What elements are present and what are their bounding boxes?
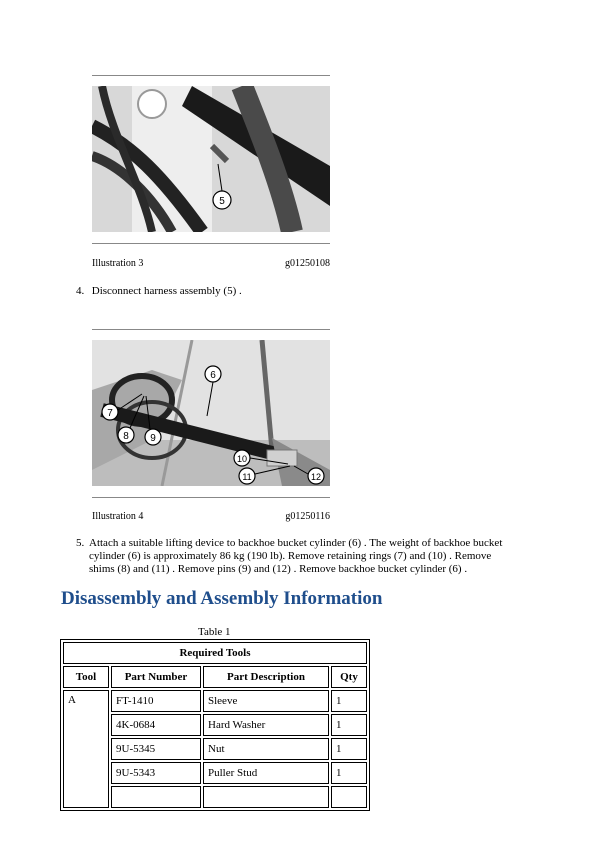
qty-cell: 1 (331, 738, 367, 760)
callout-7-label: 7 (107, 408, 113, 419)
callout-8-label: 8 (123, 431, 129, 442)
qty-cell: 1 (331, 690, 367, 712)
step-4-number: 4. (76, 285, 85, 297)
callout-11-label: 11 (242, 472, 252, 482)
tool-cell: A (63, 690, 109, 808)
illustration-4-label: Illustration 4 (92, 511, 144, 522)
header-part-description: Part Description (203, 666, 329, 688)
table-row (63, 690, 367, 712)
step-5-text: Attach a suitable lifting device to backhoe bucket cylinder (6) . The weight of backhoe bucket cylinder (6) is approximately 86 kg (190 lb). Remove retaining rings (7) and (10) . Remove shims (8) and (11) . Remove pins (9) and (12) . Remove backhoe bucket cylinder (6) . (89, 537, 503, 575)
illustration-4-photo (92, 340, 330, 486)
illustration-3-top-rule (92, 75, 330, 76)
step-5 (76, 537, 516, 576)
illustration-3-photo (92, 86, 330, 232)
part-description-cell: Puller Stud (203, 762, 329, 784)
part-number-cell: 4K-0684 (111, 714, 201, 736)
part-description-cell: Sleeve (203, 690, 329, 712)
callout-10-label: 10 (236, 454, 248, 464)
callout-12-label: 12 (310, 472, 322, 482)
table-caption: Table 1 (198, 626, 231, 638)
required-tools-table (60, 639, 370, 811)
header-part-number: Part Number (111, 666, 201, 688)
illustration-4-top-rule (92, 329, 330, 330)
step-4-text: Disconnect harness assembly (5) . (91, 285, 242, 297)
part-description-cell: Nut (203, 738, 329, 760)
part-number-cell: FT-1410 (111, 690, 201, 712)
callout-9-label: 9 (150, 433, 156, 444)
table-title: Required Tools (63, 642, 367, 664)
illustration-4-code: g01250116 (285, 511, 330, 522)
header-tool: Tool (63, 666, 109, 688)
part-number-cell: 9U-5343 (111, 762, 201, 784)
illustration-3-label: Illustration 3 (92, 258, 144, 269)
illustration-3-caption (92, 258, 330, 269)
callout-6-label: 6 (210, 370, 216, 381)
table-header-row (63, 666, 367, 688)
section-heading: Disassembly and Assembly Information (61, 588, 383, 609)
callout-5-label: 5 (219, 196, 225, 207)
qty-cell: 1 (331, 762, 367, 784)
qty-cell: 1 (331, 714, 367, 736)
illustration-4-caption (92, 511, 330, 522)
table-title-row (63, 642, 367, 664)
header-qty: Qty (331, 666, 367, 688)
part-number-cell: 9U-5345 (111, 738, 201, 760)
illustration-3-bottom-rule (92, 243, 330, 244)
illustration-4-bottom-rule (92, 497, 330, 498)
part-description-cell (203, 786, 329, 808)
step-4 (76, 284, 242, 298)
illustration-3-code: g01250108 (285, 258, 330, 269)
qty-cell (331, 786, 367, 808)
step-5-number: 5. (76, 537, 85, 549)
part-description-cell: Hard Washer (203, 714, 329, 736)
part-number-cell (111, 786, 201, 808)
